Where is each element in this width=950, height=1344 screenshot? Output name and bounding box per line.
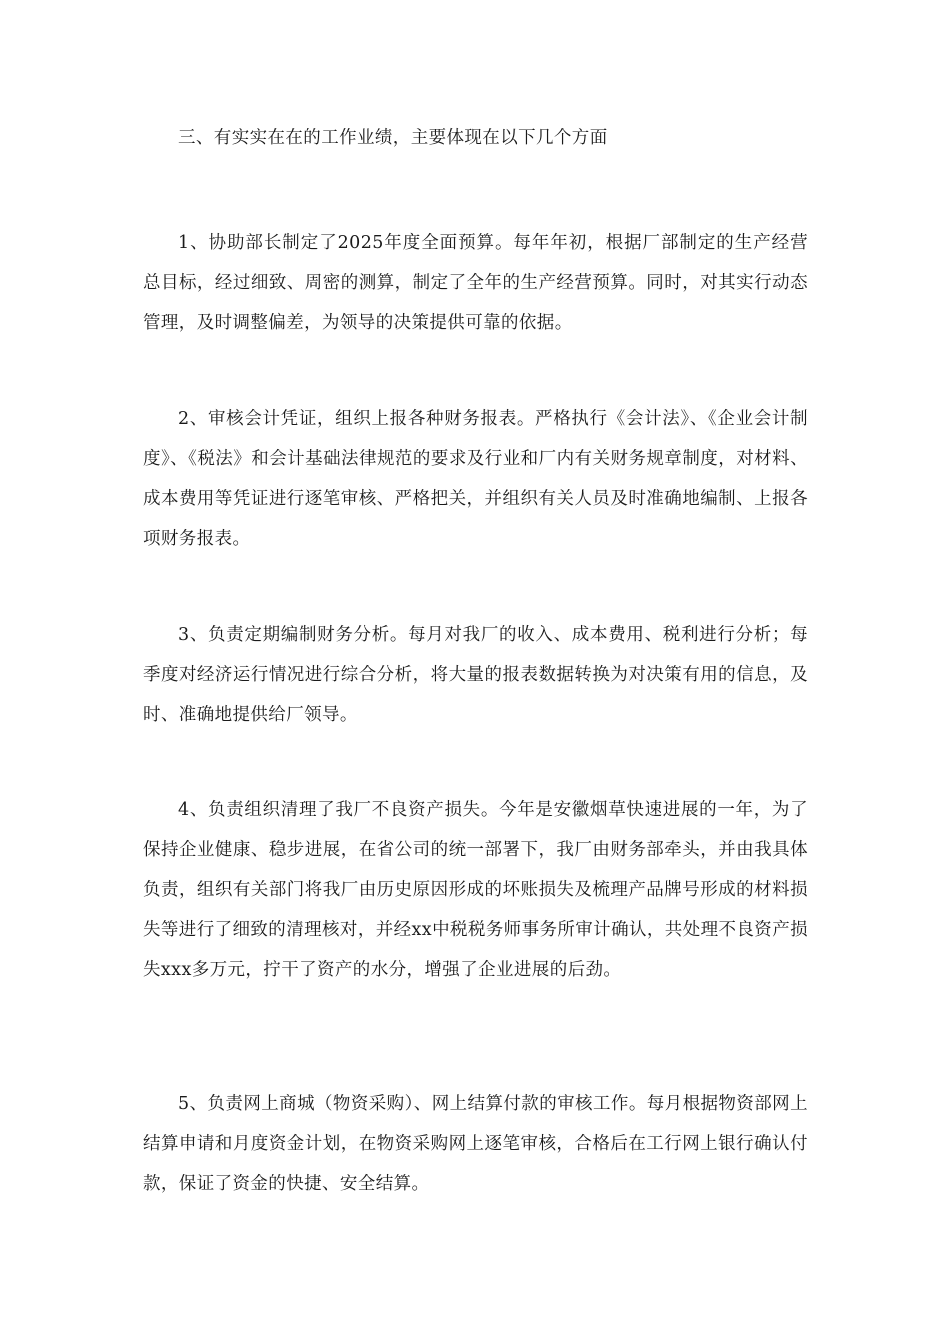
paragraph-1: 1、协助部长制定了2025年度全面预算。每年年初，根据厂部制定的生产经营总目标，经过细致、周密的测算，制定了全年的生产经营预算。同时，对其实行动态管理，及时调整偏差，为领导的决策提供可靠的依据。 xyxy=(143,233,808,333)
paragraph-3: 3、负责定期编制财务分析。每月对我厂的收入、成本费用、税利进行分析；每季度对经济运行情况进行综合分析，将大量的报表数据转换为对决策有用的信息，及时、准确地提供给厂领导。 xyxy=(143,625,808,725)
section-heading: 三、有实实在在的工作业绩，主要体现在以下几个方面 xyxy=(178,128,608,148)
paragraph-4: 4、负责组织清理了我厂不良资产损失。今年是安徽烟草快速进展的一年，为了保持企业健康、稳步进展，在省公司的统一部署下，我厂由财务部牵头，并由我具体负责，组织有关部门将我厂由历史原因形成的坏账损失及梳理产品牌号形成的材料损失等进行了细致的清理核对，并经xx中税税务师事务所审计确认，共处理不良资产损失xxx多万元，拧干了资产的水分，增强了企业进展的后劲。 xyxy=(143,800,808,980)
paragraph-5: 5、负责网上商城（物资采购）、网上结算付款的审核工作。每月根据物资部网上结算申请和月度资金计划，在物资采购网上逐笔审核，合格后在工行网上银行确认付款，保证了资金的快捷、安全结算。 xyxy=(143,1094,808,1194)
paragraph-2: 2、审核会计凭证，组织上报各种财务报表。严格执行《会计法》、《企业会计制度》、《税法》和会计基础法律规范的要求及行业和厂内有关财务规章制度，对材料、成本费用等凭证进行逐笔审核、严格把关，并组织有关人员及时准确地编制、上报各项财务报表。 xyxy=(143,409,808,549)
